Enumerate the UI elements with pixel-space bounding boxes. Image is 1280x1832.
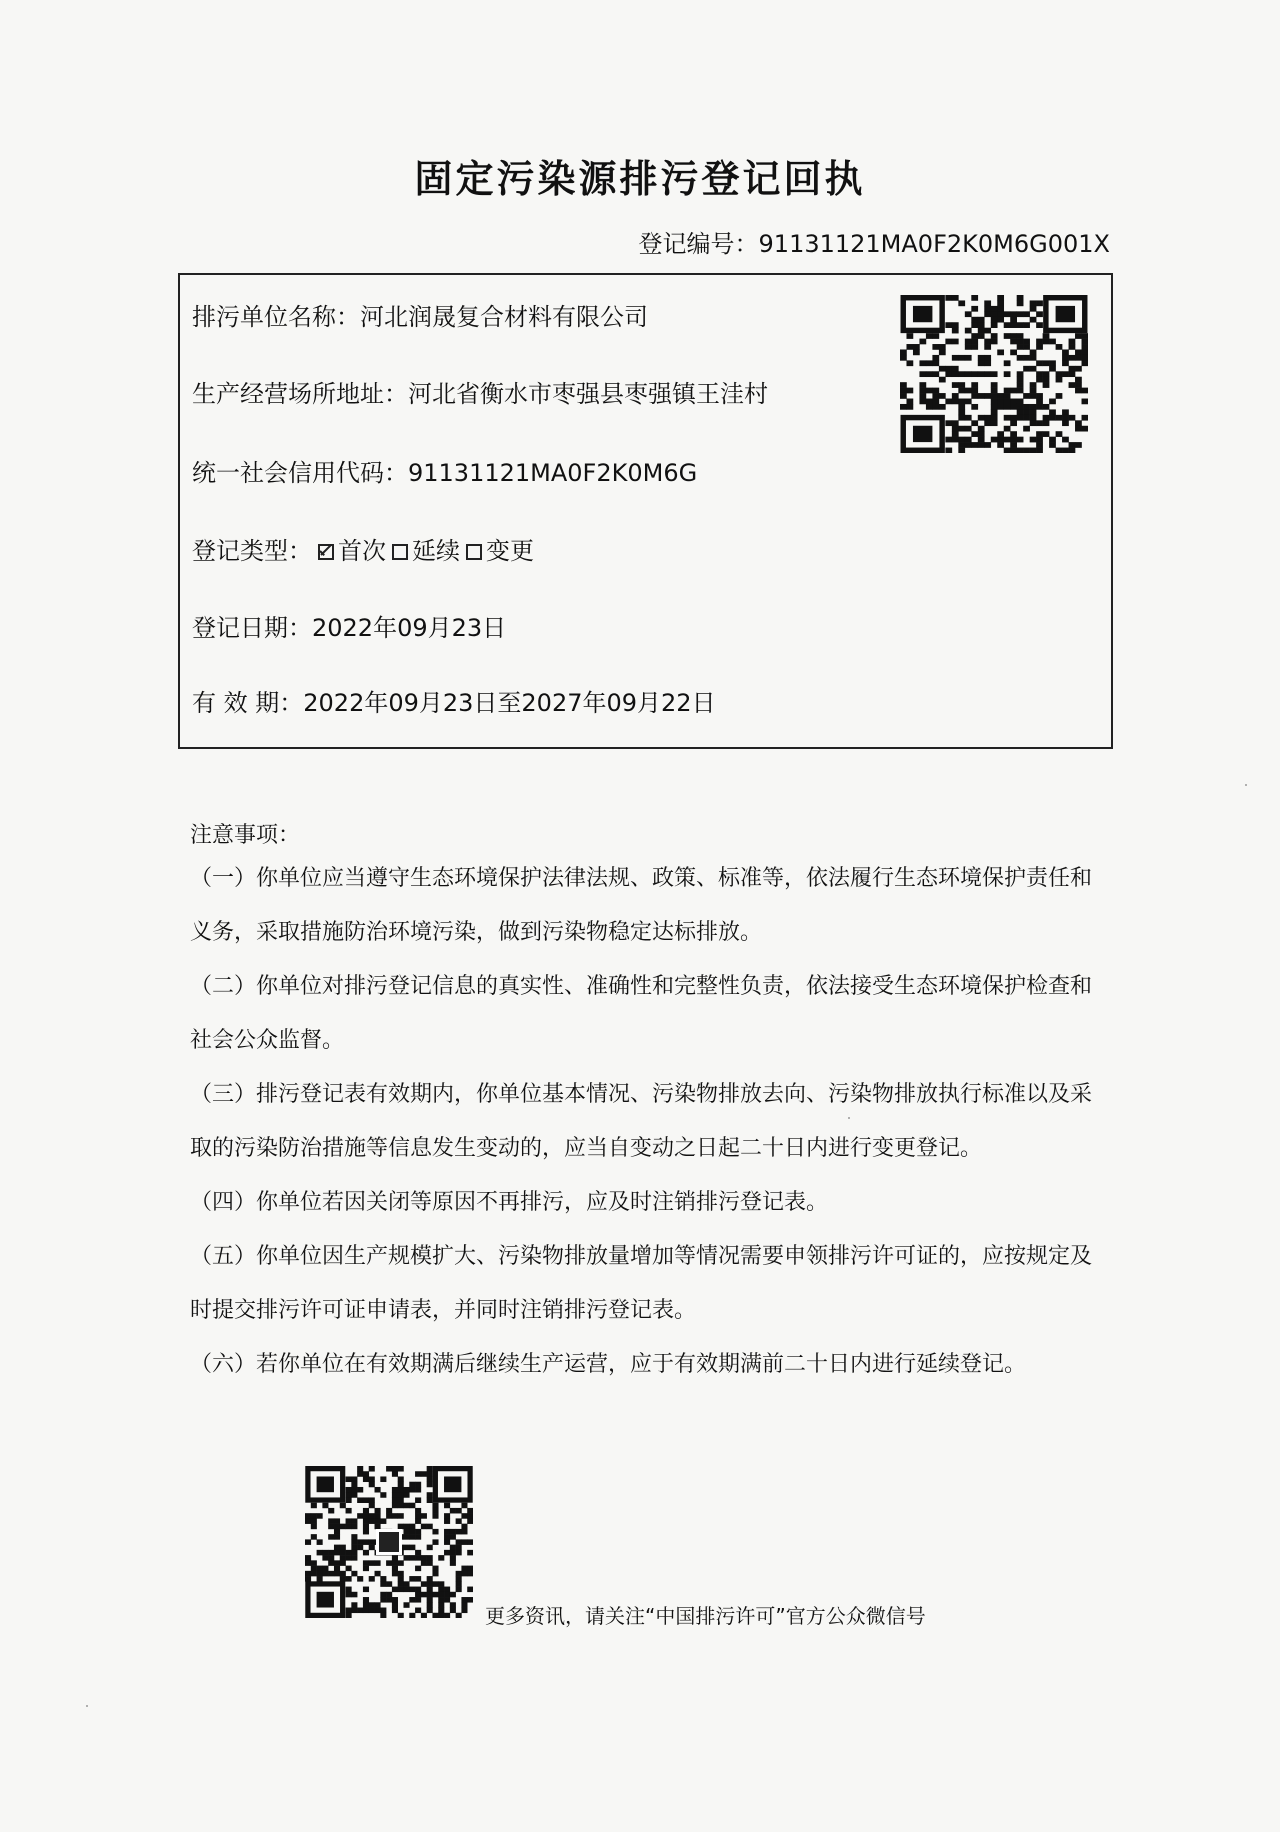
scan-speck (1245, 784, 1247, 786)
scan-speck (86, 1705, 88, 1707)
note-item: （四）你单位若因关闭等原因不再排污，应及时注销排污登记表。 (190, 1190, 829, 1215)
wechat-follow-text: 更多资讯，请关注“中国排污许可”官方公众微信号 (485, 1604, 926, 1628)
type-change-label: 变更 (486, 537, 534, 565)
credit-code: 统一社会信用代码：91131121MA0F2K0M6G (192, 459, 698, 487)
checkbox-extend-icon (392, 544, 408, 560)
registration-type-label: 登记类型： (192, 537, 312, 565)
validity-period: 有 效 期：2022年09月23日至2027年09月22日 (192, 689, 716, 717)
type-first-label: 首次 (338, 537, 386, 565)
registration-number: 登记编号：91131121MA0F2K0M6G001X (638, 230, 1110, 258)
note-item: （三）排污登记表有效期内，你单位基本情况、污染物排放去向、污染物排放执行标准以及采取的污染防治措施等信息发生变动的，应当自变动之日起二十日内进行变更登记。 (190, 1082, 1093, 1161)
type-extend-label: 延续 (412, 537, 460, 565)
note-item: （六）若你单位在有效期满后继续生产运营，应于有效期满前二十日内进行延续登记。 (190, 1352, 1027, 1377)
checkbox-first-checked-icon (318, 544, 334, 560)
notes-title: 注意事项： (190, 823, 301, 848)
checkbox-change-icon (466, 544, 482, 560)
scan-speck (848, 1117, 850, 1119)
note-item: （一）你单位应当遵守生态环境保护法律法规、政策、标准等，依法履行生态环境保护责任和义务，采取措施防治环境污染，做到污染物稳定达标排放。 (190, 866, 1093, 945)
note-item: （二）你单位对排污登记信息的真实性、准确性和完整性负责，依法接受生态环境保护检查和社会公众监督。 (190, 974, 1093, 1053)
qr-code-icon (900, 295, 1088, 453)
registration-type (192, 531, 534, 566)
document-title: 固定污染源排污登记回执 (414, 156, 866, 201)
unit-name: 排污单位名称：河北润晟复合材料有限公司 (192, 303, 648, 331)
address: 生产经营场所地址：河北省衡水市枣强县枣强镇王洼村 (192, 380, 768, 408)
note-item: （五）你单位因生产规模扩大、污染物排放量增加等情况需要申领排污许可证的，应按规定及时提交排污许可证申请表，并同时注销排污登记表。 (190, 1244, 1093, 1323)
registration-date: 登记日期：2022年09月23日 (192, 614, 507, 642)
wechat-qr-code-icon (305, 1466, 473, 1618)
